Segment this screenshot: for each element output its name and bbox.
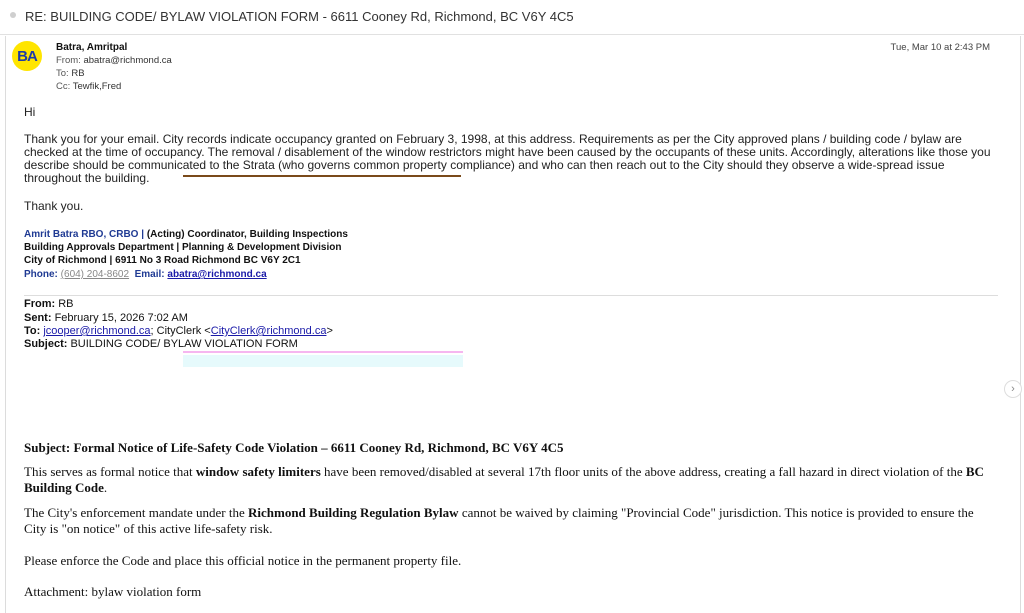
highlight-underline [183,175,461,177]
fwd-subject-line [24,338,298,350]
p1-b: window safety limiters [195,464,321,479]
fwd-subject-label: Subject: [24,338,68,350]
notice-attachment: Attachment: bylaw violation form [24,584,202,599]
message-date: Tue, Mar 10 at 2:43 PM [890,42,990,53]
p2-b: Richmond Building Regulation Bylaw [247,505,459,520]
to-value[interactable]: RB [71,68,85,79]
reply-paragraph: Thank you for your email. City records indicate occupancy granted on February 3, 1998, at this address. Requirements as per the City approved plans / building code / bylaw are checked at the time of occupancy. The removal / disablement of the window restrictors might have been caused by the occupants of these units. Accordingly, alterations like those you describe should be communicated to the Strata (who governs common property compliance) and who can then reach out to the City should they observe a wide-spread issue throughout the building. [24,132,991,185]
fwd-to-mid: ; CityClerk < [150,325,211,337]
subject-bar [0,0,1024,35]
phone-label: Phone: [24,269,58,280]
fwd-to-label: To: [24,325,41,337]
signature-dept: Building Approvals Department | Planning & Development Division [24,242,342,253]
cc-label: Cc: [56,81,71,92]
from-value[interactable]: abatra@richmond.ca [83,55,172,66]
notice-paragraph-2 [24,505,984,537]
fwd-from-line [24,298,74,310]
notice-paragraph-1 [24,464,984,496]
p1-a: This serves as formal notice that [24,464,196,479]
p2-c: cannot be waived by claiming "Provincial Code" jurisdiction. This notice is provided to ensure the City is "on notice" of this active life-safety risk. [24,505,974,536]
fwd-to-link-1[interactable]: jcooper@richmond.ca [43,325,151,337]
fwd-sent-line [24,312,188,324]
signature-name-line [24,228,348,241]
from-label: From: [56,55,81,66]
fwd-to-link-2[interactable]: CityClerk@richmond.ca [210,325,327,337]
to-label: To: [56,68,69,79]
unread-dot-icon[interactable] [10,12,16,18]
p1-e: . [103,480,108,495]
email-label: Email: [134,269,165,280]
fwd-from-label: From: [24,298,56,310]
phone-link[interactable]: (604) 204-8602 [60,269,130,280]
to-line [56,68,85,79]
greeting: Hi [24,105,36,119]
notice-paragraph-3: Please enforce the Code and place this official notice in the permanent property file. [24,553,462,568]
thank-you: Thank you. [24,199,84,213]
signature-city: City of Richmond | 6911 No 3 Road Richmond BC V6Y 2C1 [24,255,301,266]
fwd-sent-label: Sent: [24,312,52,324]
cc-line [56,81,121,92]
signature-title: (Acting) Coordinator, Building Inspections [144,229,348,240]
notice-subject: Subject: Formal Notice of Life-Safety Code Violation – 6611 Cooney Rd, Richmond, BC V6Y 4C5 [24,440,564,455]
p1-d: BC Building Code [24,464,984,495]
signature-contact [24,268,267,281]
p1-c: have been removed/disabled at several 17th floor units of the above address, creating a fall hazard in direct violation of the [320,464,966,479]
p2-a: The City's enforcement mandate under the [24,505,248,520]
from-line [56,55,172,66]
fwd-sent-value: February 15, 2026 7:02 AM [54,312,188,324]
fwd-from-value: RB [58,298,74,310]
avatar[interactable]: BA [12,41,42,71]
fwd-to-end: > [326,325,333,337]
sender-name[interactable]: Batra, Amritpal [56,42,128,53]
fwd-to-line [24,325,333,337]
pink-underline [183,351,463,353]
email-subject: RE: BUILDING CODE/ BYLAW VIOLATION FORM - 6611 Cooney Rd, Richmond, BC V6Y 4C5 [25,9,574,24]
chevron-right-icon[interactable]: › [1004,380,1022,398]
email-link[interactable]: abatra@richmond.ca [167,269,267,280]
divider [24,295,998,296]
cyan-highlight [183,355,463,367]
signature-name: Amrit Batra RBO, CRBO | [24,229,145,240]
fwd-subject-value: BUILDING CODE/ BYLAW VIOLATION FORM [70,338,298,350]
cc-value[interactable]: Tewfik,Fred [72,81,122,92]
